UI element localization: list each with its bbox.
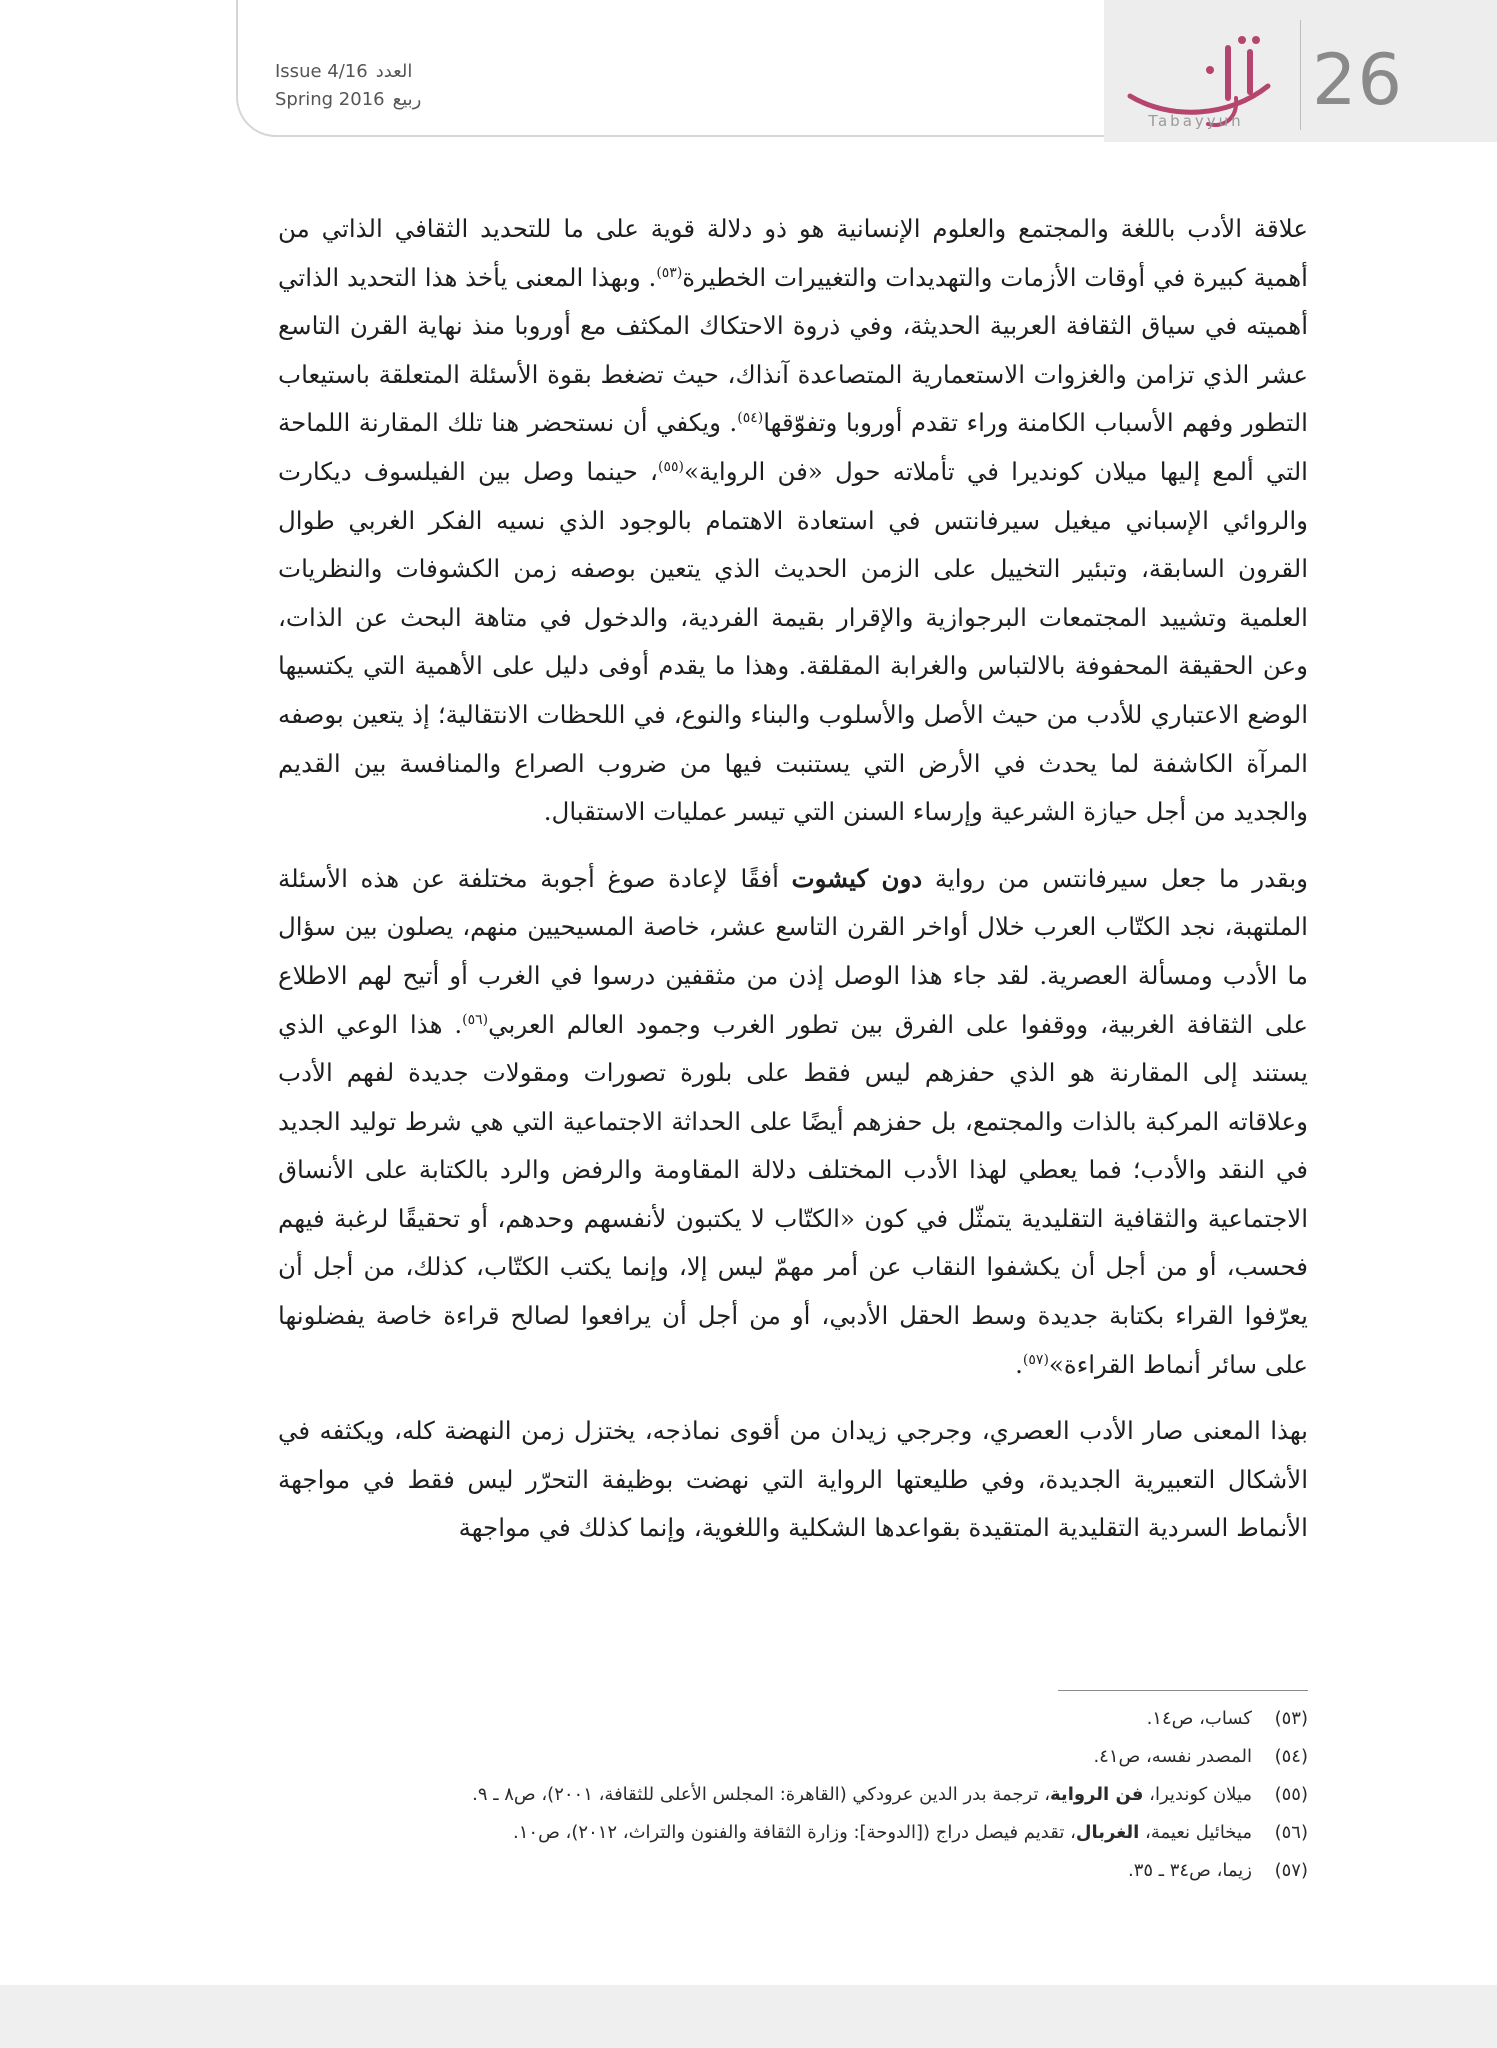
bold-title: فن الرواية [1050,1784,1144,1805]
text-run: وبقدر ما جعل سيرفانتس من رواية [922,863,1308,893]
paragraph [278,205,1308,837]
season-arabic: ربيع [392,89,422,110]
footnote-item [278,1700,1308,1738]
text-run: ميلان كونديرا، [1143,1784,1252,1805]
text-run: المصدر نفسه، ص٤١. [1093,1746,1252,1767]
footnote-item [278,1814,1308,1852]
text-run: . [1015,1349,1023,1379]
footnote-number: (٥٤) [1274,1746,1308,1767]
footnote-number: (٥٣) [1274,1708,1308,1729]
text-run: . وبهذا المعنى يأخذ هذا التحديد الذاتي أهميته في سياق الثقافة العربية الحديثة، وفي ذروة الاحتكاك المكثف مع أوروبا منذ نهاية القرن التاسع عشر الذي تزامن والغزوات الاستعمارية المتصاعدة آنذاك، حيث تضغط بقوة الأسئلة المتعلقة باستيعاب التطور وفهم الأسباب الكامنة وراء تقدم أوروبا وتفوّقها [278,262,1308,438]
text-run: . ويكفي أن نستحضر هنا تلك المقارنة اللماحة التي ألمع إليها ميلان كونديرا في تأملاته حول «فن الرواية» [278,408,1308,486]
article-body [278,205,1308,1571]
issue-arabic: العدد [375,61,413,82]
footnote-ref[interactable]: (٥٦) [462,1011,489,1028]
issue-info [275,58,515,114]
text-run: كساب، ص١٤. [1146,1708,1252,1729]
text-run: زيما، ص٣٤ ـ ٣٥. [1127,1860,1252,1881]
footnote-item [278,1776,1308,1814]
footnote-number: (٥٧) [1274,1860,1308,1881]
text-run: أفقًا لإعادة صوغ أجوبة مختلفة عن هذه الأسئلة الملتهبة، نجد الكتّاب العرب خلال أواخر القرن التاسع عشر، خاصة المسيحيين منهم، يصلون بين سؤال ما الأدب ومسألة العصرية. لقد جاء هذا الوصل إذن من مثقفين درسوا في الغرب أو أتيح لهم الاطلاع على الثقافة الغربية، ووقفوا على الفرق بين تطور الغرب وجمود العالم العربي [278,863,1309,1039]
footnote-text [472,1776,1252,1814]
logo-latin-text: Tabayyun [1148,112,1244,130]
text-run: ميخائيل نعيمة، [1139,1822,1252,1843]
text-run: ، تقديم فيصل دراج ([الدوحة]: وزارة الثقافة والفنون والتراث، ٢٠١٢)، ص١٠. [513,1822,1076,1843]
bold-title: دون كيشوت [791,863,923,893]
footnote-number: (٥٥) [1274,1784,1308,1805]
paragraph [278,855,1308,1390]
footnote-ref[interactable]: (٥٥) [657,458,684,475]
footnotes [278,1700,1308,1890]
text-run: . هذا الوعي الذي يستند إلى المقارنة هو الذي حفزهم ليس فقط على بلورة تصورات ومقولات جديدة لفهم الأدب وعلاقاته المركبة بالذات والمجتمع، بل حفزهم أيضًا على الحداثة الاجتماعية التي هي شرط توليد الجديد في النقد والأدب؛ فما يعطي لهذا الأدب المختلف دلالة المقاومة والرفض والرد بالكتابة على الأنساق الاجتماعية والثقافية التقليدية يتمثّل في كون «الكتّاب لا يكتبون لأنفسهم وحدهم، أو تحقيقًا لرغبة فيهم فحسب، أو من أجل أن يكشفوا النقاب عن أمر مهمّ ليس إلا، وإنما يكتب الكتّاب، كذلك، من أجل أن يعرّفوا القراء بكتابة جديدة وسط الحقل الأدبي، أو من أجل أن يرافعوا لصالح قراءة خاصة يفضلونها على سائر أنماط القراءة» [278,1009,1308,1379]
paragraph [278,1407,1308,1553]
footnote-item [278,1852,1308,1890]
footnote-text [513,1814,1252,1852]
footnote-text [1093,1738,1252,1776]
season-latin: Spring 2016 [275,89,385,110]
footer-band [0,1985,1497,2048]
issue-latin: Issue 4/16 [275,61,368,82]
footnote-text [1147,1700,1252,1738]
footnote-item [278,1738,1308,1776]
footnote-ref[interactable]: (٥٧) [1022,1351,1049,1368]
text-run: علاقة الأدب باللغة والمجتمع والعلوم الإنسانية هو ذو دلالة قوية على ما للتحديد الثقافي الذاتي من أهمية كبيرة في أوقات الأزمات والتهديدات والتغييرات الخطيرة [278,214,1308,292]
footnote-separator [1058,1690,1308,1691]
header-divider [1300,20,1301,130]
bold-title: الغربال [1075,1822,1140,1843]
text-run: ، ترجمة بدر الدين عرودكي (القاهرة: المجلس الأعلى للثقافة، ٢٠٠١)، ص٨ ـ ٩. [472,1784,1051,1805]
footnote-number: (٥٦) [1274,1822,1308,1843]
footnote-ref[interactable]: (٥٣) [656,264,683,281]
page-number: 26 [1312,39,1404,121]
footnote-ref[interactable]: (٥٤) [737,410,764,427]
footnote-text [1128,1852,1252,1890]
text-run: ، حينما وصل بين الفيلسوف ديكارت والروائي الإسباني ميغيل سيرفانتس في استعادة الاهتمام بالوجود الذي نسيه الفكر الغربي طوال القرون السابقة، وتبئير التخييل على الزمن الحديث الذي يتعين بوصفه زمن الكشوفات والنظريات العلمية وتشييد المجتمعات البرجوازية والإقرار بقيمة الفردية، والدخول في متاهة البحث عن الذات، وعن الحقيقة المحفوفة بالالتباس والغرابة المقلقة. وهذا ما يقدم أوفى دليل على الأهمية التي يكتسيها الوضع الاعتباري للأدب من حيث الأصل والأسلوب والبناء والنوع، في اللحظات الانتقالية؛ إذ يتعين بوصفه المرآة الكاشفة لما يحدث في الأرض التي يستنبت فيها من ضروب الصراع والمنافسة بين القديم والجديد من أجل حيازة الشرعية وإرساء السنن التي تيسر عمليات الاستقبال. [278,456,1308,827]
text-run: بهذا المعنى صار الأدب العصري، وجرجي زيدان من أقوى نماذجه، يختزل زمن النهضة كله، ويكثفه في الأشكال التعبيرية الجديدة، وفي طليعتها الرواية التي نهضت بوظيفة التحرّر ليس فقط في مواجهة الأنماط السردية التقليدية المتقيدة بقواعدها الشكلية واللغوية، وإنما كذلك في مواجهة [278,1416,1308,1543]
